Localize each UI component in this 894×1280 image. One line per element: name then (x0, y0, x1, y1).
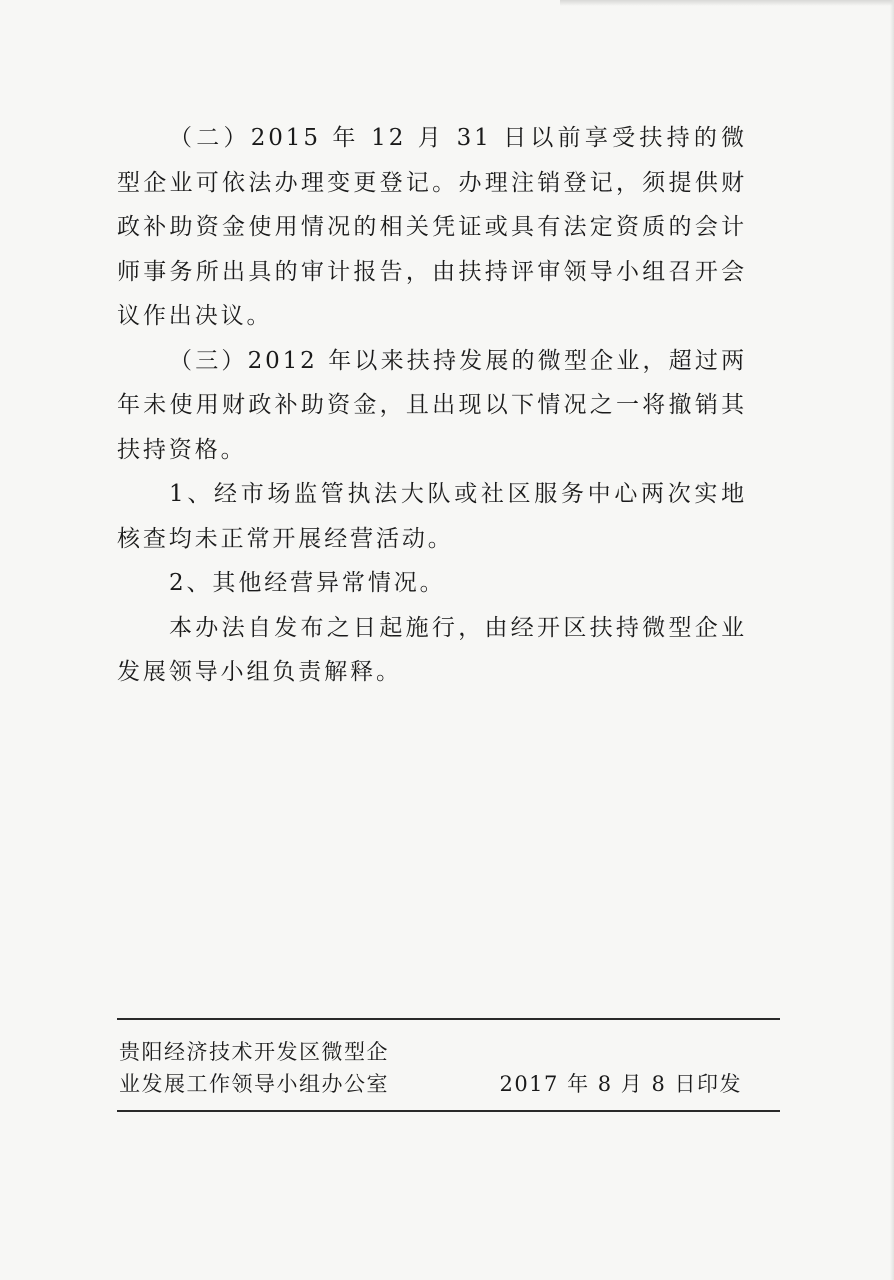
page-edge-shadow-right (890, 0, 894, 1280)
footer-top-rule (117, 1018, 780, 1020)
issuance-footer (117, 1018, 780, 1114)
document-body (117, 116, 747, 695)
paragraph-item-3: （三）2012 年以来扶持发展的微型企业，超过两年未使用财政补助资金，且出现以下情况之一将撤销其扶持资格。 (117, 347, 747, 463)
paragraph-effective-clause: 本办法自发布之日起施行，由经开区扶持微型企业发展领导小组负责解释。 (117, 614, 747, 685)
issuer-line-1: 贵阳经济技术开发区微型企 (119, 1040, 389, 1064)
footer-bottom-rule (117, 1110, 780, 1112)
issue-date: 2017 年 8 月 8 日印发 (499, 1072, 742, 1096)
issuer-name (119, 1036, 389, 1100)
paragraph-subitem-1: 1、经市场监管执法大队或社区服务中心两次实地核查均未正常开展经营活动。 (117, 481, 747, 552)
page-edge-shadow (560, 0, 894, 6)
paragraph-subitem-2: 2、其他经营异常情况。 (169, 570, 446, 596)
paragraph-item-2: （二）2015 年 12 月 31 日以前享受扶持的微型企业可依法办理变更登记。办理注销登记，须提供财政补助资金使用情况的相关凭证或具有法定资质的会计师事务所出具的审计报告，由扶持评审领导小组召开会议作出决议。 (117, 125, 747, 329)
issuer-line-2: 业发展工作领导小组办公室 (119, 1072, 389, 1096)
